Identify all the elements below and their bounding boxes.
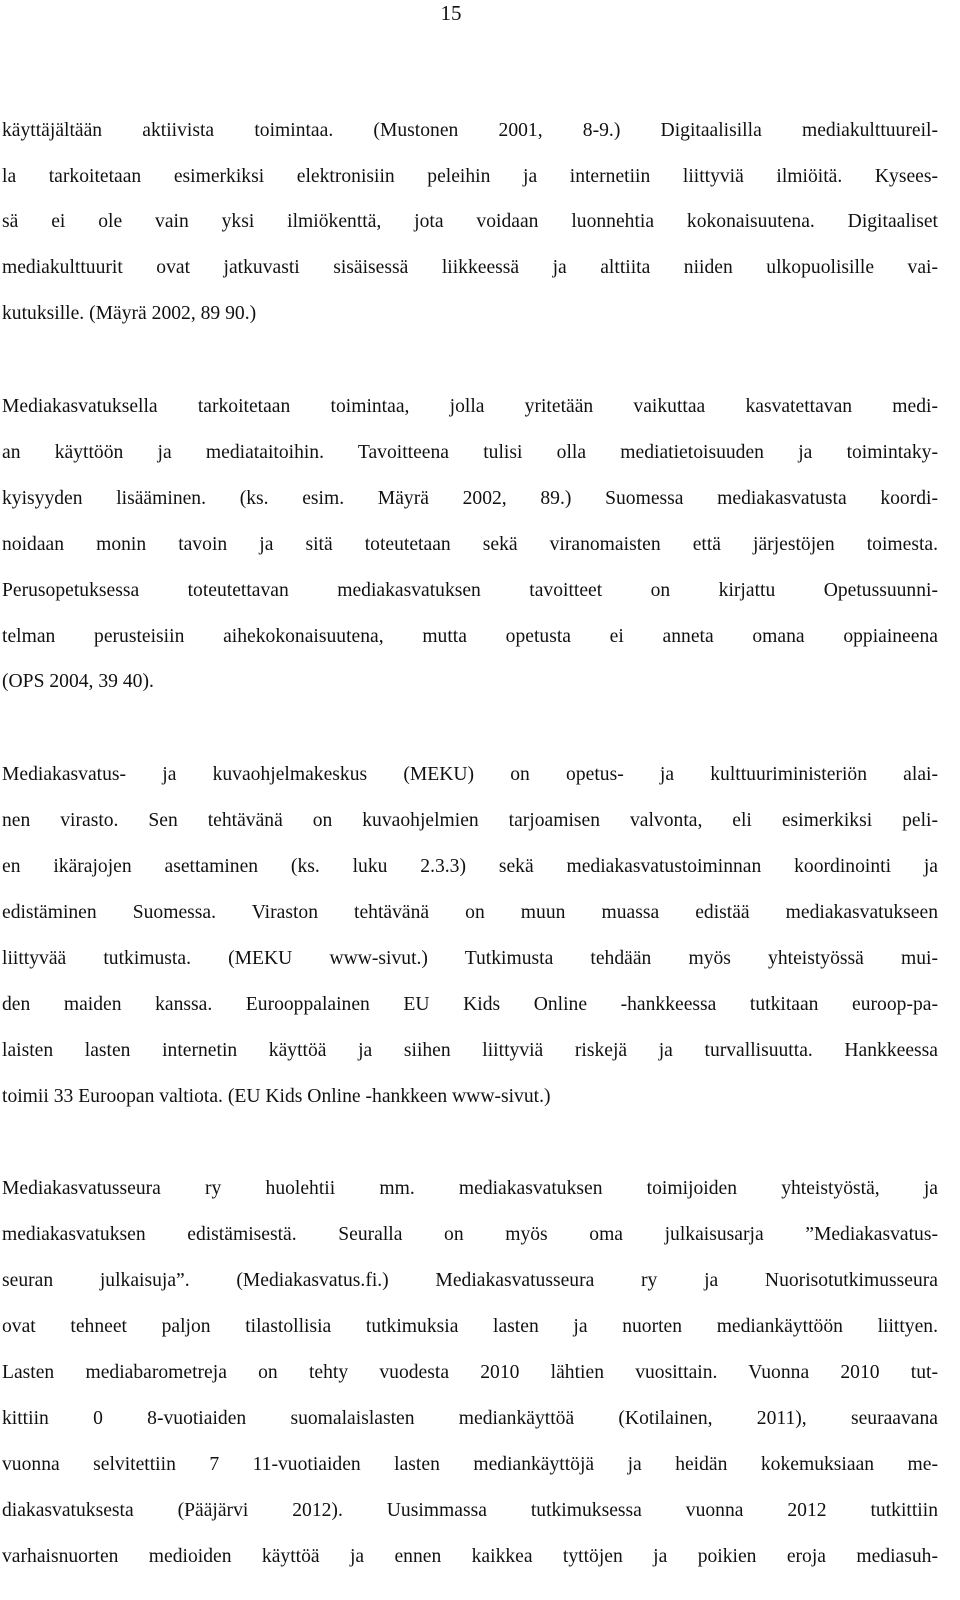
text-line: seuran julkaisuja”. (Mediakasvatus.fi.) Mediakasvatusseura ry ja Nuorisotutkimusseura	[2, 1270, 938, 1291]
text-line: sä ei ole vain yksi ilmiökenttä, jota voidaan luonnehtia kokonaisuutena. Digitaaliset	[2, 211, 938, 232]
text-line: vuonna selvitettiin 7 11-vuotiaiden lasten mediankäyttöjä ja heidän kokemuksiaan me-	[2, 1454, 938, 1475]
text-line: mediakulttuurit ovat jatkuvasti sisäisessä liikkeessä ja alttiita niiden ulkopuolisille vai-	[2, 257, 938, 278]
text-line: käyttäjältään aktiivista toimintaa. (Mustonen 2001, 8-9.) Digitaalisilla mediakulttuureil-	[2, 120, 938, 141]
text-line: edistäminen Suomessa. Viraston tehtävänä on muun muassa edistää mediakasvatukseen	[2, 902, 938, 923]
text-line: en ikärajojen asettaminen (ks. luku 2.3.3) sekä mediakasvatustoiminnan koordinointi ja	[2, 856, 938, 877]
text-line: la tarkoitetaan esimerkiksi elektronisiin peleihin ja internetiin liittyviä ilmiöitä. Kysees-	[2, 166, 938, 187]
text-line: noidaan monin tavoin ja sitä toteutetaan sekä viranomaisten että järjestöjen toimesta.	[2, 534, 938, 555]
text-line: kutuksille. (Mäyrä 2002, 89 90.)	[2, 303, 257, 324]
text-line: Mediakasvatus- ja kuvaohjelmakeskus (MEKU) on opetus- ja kulttuuriministeriön alai-	[2, 764, 938, 785]
text-line: Lasten mediabarometreja on tehty vuodesta 2010 lähtien vuosittain. Vuonna 2010 tut-	[2, 1362, 938, 1383]
text-line: Perusopetuksessa toteutettavan mediakasvatuksen tavoitteet on kirjattu Opetussuunni-	[2, 580, 938, 601]
text-line: ovat tehneet paljon tilastollisia tutkimuksia lasten ja nuorten mediankäyttöön liittyen.	[2, 1316, 938, 1337]
text-line: Mediakasvatuksella tarkoitetaan toimintaa, jolla yritetään vaikuttaa kasvatettavan medi-	[2, 396, 938, 417]
text-line: an käyttöön ja mediataitoihin. Tavoitteena tulisi olla mediatietoisuuden ja toimintaky-	[2, 442, 938, 463]
text-line: mediakasvatuksen edistämisestä. Seuralla on myös oma julkaisusarja ”Mediakasvatus-	[2, 1224, 938, 1245]
text-line: liittyvää tutkimusta. (MEKU www-sivut.) Tutkimusta tehdään myös yhteistyössä mui-	[2, 948, 938, 969]
text-line: den maiden kanssa. Eurooppalainen EU Kids Online -hankkeessa tutkitaan euroop-pa-	[2, 994, 938, 1015]
text-line: nen virasto. Sen tehtävänä on kuvaohjelmien tarjoamisen valvonta, eli esimerkiksi peli-	[2, 810, 938, 831]
text-line: varhaisnuorten medioiden käyttöä ja ennen kaikkea tyttöjen ja poikien eroja mediasuh-	[2, 1546, 938, 1567]
text-line: telman perusteisiin aihekokonaisuutena, mutta opetusta ei anneta omana oppiaineena	[2, 626, 938, 647]
page-number: 15	[440, 1, 462, 25]
text-line: toimii 33 Euroopan valtiota. (EU Kids Online -hankkeen www-sivut.)	[2, 1086, 551, 1107]
text-line: (OPS 2004, 39 40).	[2, 671, 154, 692]
text-line: diakasvatuksesta (Pääjärvi 2012). Uusimmassa tutkimuksessa vuonna 2012 tutkittiin	[2, 1500, 938, 1521]
text-line: kyisyyden lisääminen. (ks. esim. Mäyrä 2002, 89.) Suomessa mediakasvatusta koordi-	[2, 488, 938, 509]
text-line: kittiin 0 8-vuotiaiden suomalaislasten mediankäyttöä (Kotilainen, 2011), seuraavana	[2, 1408, 938, 1429]
text-line: laisten lasten internetin käyttöä ja siihen liittyviä riskejä ja turvallisuutta. Hankkeessa	[2, 1040, 938, 1061]
text-line: Mediakasvatusseura ry huolehtii mm. mediakasvatuksen toimijoiden yhteistyöstä, ja	[2, 1178, 938, 1199]
